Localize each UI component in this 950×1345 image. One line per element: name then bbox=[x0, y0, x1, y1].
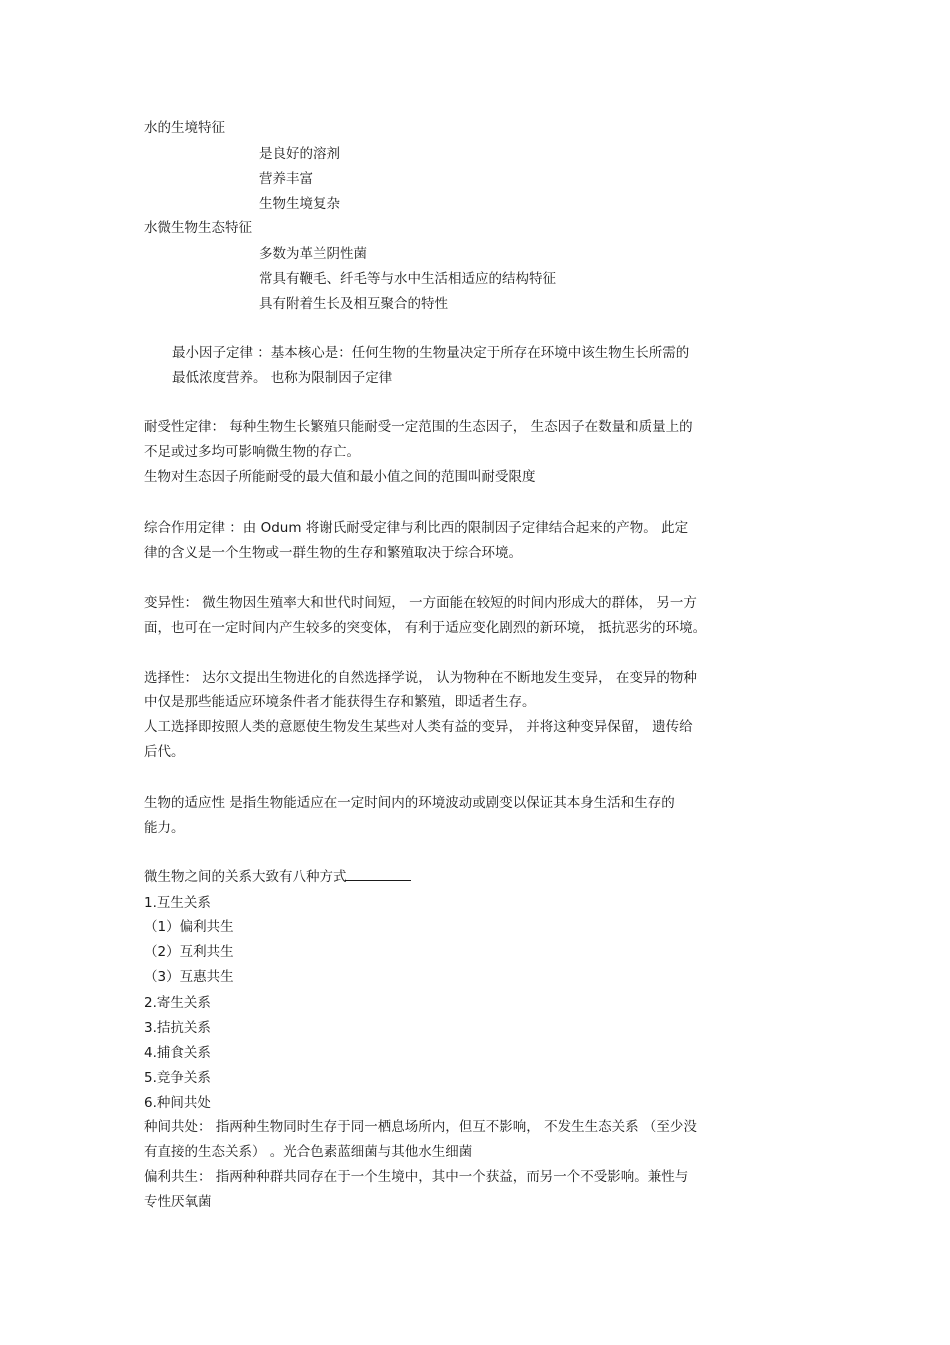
paragraph-line: 中仅是那些能适应环境条件者才能获得生存和繁殖，即适者生存。 bbox=[144, 694, 536, 710]
paragraph-line: 律的含义是一个生物或一群生物的生存和繁殖取决于综合环境。 bbox=[144, 545, 522, 561]
paragraph-line: 综合作用定律 ：由 Odum 将谢氏耐受定律与利比西的限制因子定律结合起来的产物。 此定 bbox=[144, 520, 689, 536]
list-item: 3.拮抗关系 bbox=[144, 1020, 211, 1036]
paragraph-line: 不足或过多均可影响微生物的存亡。 bbox=[144, 444, 360, 460]
list-item: 多数为革兰阴性菌 bbox=[259, 246, 367, 262]
paragraph-line: 专性厌氧菌 bbox=[144, 1194, 212, 1210]
heading-microbe-ecology: 水微生物生态特征 bbox=[144, 220, 252, 236]
heading-water-habitat: 水的生境特征 bbox=[144, 120, 225, 136]
paragraph-line: 最小因子定律 ：基本核心是：任何生物的生物量决定于所存在环境中该生物生长所需的 bbox=[172, 345, 690, 361]
paragraph-line: 最低浓度营养。 也称为限制因子定律 bbox=[172, 370, 393, 386]
paragraph-line: 有直接的生态关系） 。光合色素蓝细菌与其他水生细菌 bbox=[144, 1144, 473, 1160]
heading-relations-text: 微生物之间的关系大致有八种方式 bbox=[144, 869, 347, 885]
list-item: 常具有鞭毛、纤毛等与水中生活相适应的结构特征 bbox=[259, 271, 556, 287]
list-item: （1）偏利共生 bbox=[144, 919, 234, 935]
list-item: 2.寄生关系 bbox=[144, 995, 211, 1011]
paragraph-line: 生物的适应性 是指生物能适应在一定时间内的环境波动或剧变以保证其本身生活和生存的 bbox=[144, 795, 675, 811]
underline bbox=[345, 867, 411, 881]
paragraph-line: 面，也可在一定时间内产生较多的突变体， 有利于适应变化剧烈的新环境， 抵抗恶劣的环境。 bbox=[144, 620, 707, 636]
list-item: 营养丰富 bbox=[259, 171, 313, 187]
paragraph-line: 能力。 bbox=[144, 820, 185, 836]
list-item: （3）互惠共生 bbox=[144, 969, 234, 985]
list-item: 4.捕食关系 bbox=[144, 1045, 211, 1061]
paragraph-line: 耐受性定律： 每种生物生长繁殖只能耐受一定范围的生态因子， 生态因子在数量和质量上的 bbox=[144, 419, 693, 435]
list-item: 6.种间共处 bbox=[144, 1095, 211, 1111]
list-item: 1.互生关系 bbox=[144, 895, 211, 911]
paragraph-line: 生物对生态因子所能耐受的最大值和最小值之间的范围叫耐受限度 bbox=[144, 469, 536, 485]
paragraph-line: 变异性： 微生物因生殖率大和世代时间短， 一方面能在较短的时间内形成大的群体， 另一方 bbox=[144, 595, 697, 611]
paragraph-line: 偏利共生： 指两种种群共同存在于一个生境中，其中一个获益，而另一个不受影响。兼性与 bbox=[144, 1169, 689, 1185]
list-item: 5.竞争关系 bbox=[144, 1070, 211, 1086]
paragraph-line: 人工选择即按照人类的意愿使生物发生某些对人类有益的变异， 并将这种变异保留， 遗传给 bbox=[144, 719, 693, 735]
paragraph-line: 种间共处： 指两种生物同时生存于同一栖息场所内，但互不影响， 不发生生态关系 （至少没 bbox=[144, 1119, 697, 1135]
list-item: 生物生境复杂 bbox=[259, 196, 340, 212]
paragraph-line: 后代。 bbox=[144, 744, 185, 760]
paragraph-line: 选择性： 达尔文提出生物进化的自然选择学说， 认为物种在不断地发生变异， 在变异的物种 bbox=[144, 670, 697, 686]
list-item: 具有附着生长及相互聚合的特性 bbox=[259, 296, 448, 312]
heading-relations bbox=[144, 867, 411, 887]
list-item: 是良好的溶剂 bbox=[259, 146, 340, 162]
list-item: （2）互利共生 bbox=[144, 944, 234, 960]
